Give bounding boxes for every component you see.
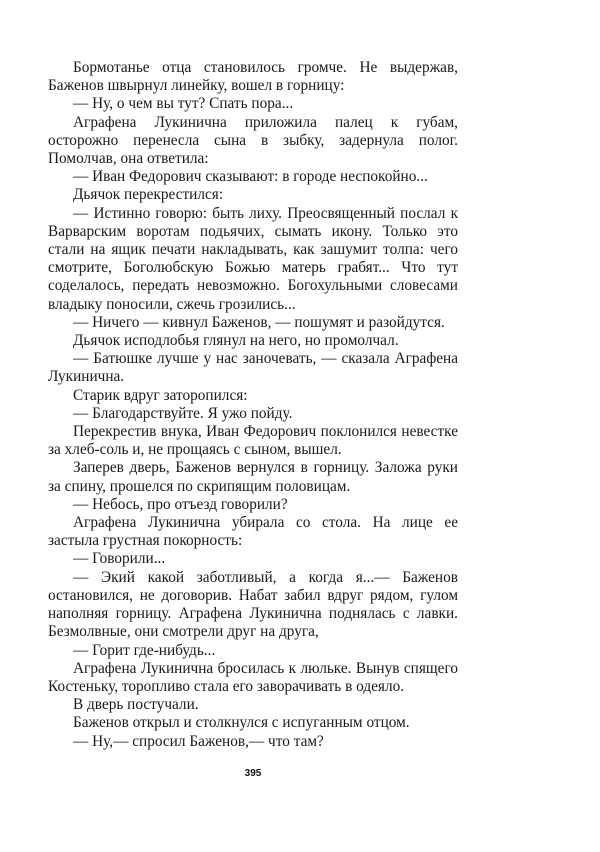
paragraph: — Экий какой заботливый, а когда я...— Баженов остановился, не договорив. Набат забил вдруг рядом, гулом наполняя горницу. Аграфена Лукинична поднялась с лавки. Безмолвные, они смотрели друг на друга, (48, 568, 458, 641)
paragraph: Перекрестив внука, Иван Федорович поклонился невестке за хлеб-соль и, не прощаясь с сыном, вышел. (48, 423, 458, 459)
paragraph: Аграфена Лукинична убирала со стола. На лице ее застыла грустная покорность: (48, 514, 458, 550)
paragraph: — Небось, про отъезд говорили? (73, 495, 288, 513)
paragraph: — Ну,— спросил Баженов,— что там? (73, 732, 324, 750)
paragraph: — Благодарствуйте. Я ужо пойду. (73, 404, 293, 422)
paragraph: — Говорили... (73, 550, 166, 568)
paragraph: — Батюшке лучше у нас заночевать, — сказала Аграфена Лукинична. (48, 350, 458, 386)
paragraph: В дверь постучали. (73, 696, 199, 714)
paragraph: Аграфена Лукинична бросилась к люльке. Вынув спящего Костеньку, торопливо стала его заворачивать в одеяло. (48, 659, 458, 695)
paragraph: — Иван Федорович сказывают: в городе неспокойно... (73, 168, 428, 186)
paragraph: Старик вдруг заторопился: (73, 386, 248, 404)
paragraph: — Ничего — кивнул Баженов, — пошумят и разойдутся. (73, 313, 445, 331)
paragraph: — Ну, о чем вы тут? Спать пора... (73, 95, 294, 113)
paragraph: Заперев дверь, Баженов вернулся в горницу. Заложа руки за спину, прошелся по скрипящим половицам. (48, 459, 458, 495)
paragraph: Бормотанье отца становилось громче. Не выдержав, Баженов швырнул линейку, вошел в горницу: (48, 59, 458, 95)
paragraph: — Горит где-нибудь... (73, 641, 216, 659)
page-number: 395 (244, 768, 262, 779)
paragraph: Баженов открыл и столкнулся с испуганным отцом. (73, 714, 410, 732)
paragraph: Дьячок перекрестился: (73, 186, 224, 204)
book-page-text (48, 59, 458, 751)
paragraph: — Истинно говорю: быть лиху. Преосвященный послал к Варварским воротам подьячих, сымать икону. Только это стали на ящик печати накладывать, как зашумит толпа: чего смотрите, Боголюбскую Божью матерь грабят... Что тут соделалось, передать невозможно. Богохульными словесами владыку поносили, сжечь грозились... (48, 204, 458, 313)
paragraph: Аграфена Лукинична приложила палец к губам, осторожно перенесла сына в зыбку, задернула полог. Помолчав, она ответила: (48, 113, 458, 168)
paragraph: Дьячок исподлобья глянул на него, но промолчал. (73, 332, 399, 350)
